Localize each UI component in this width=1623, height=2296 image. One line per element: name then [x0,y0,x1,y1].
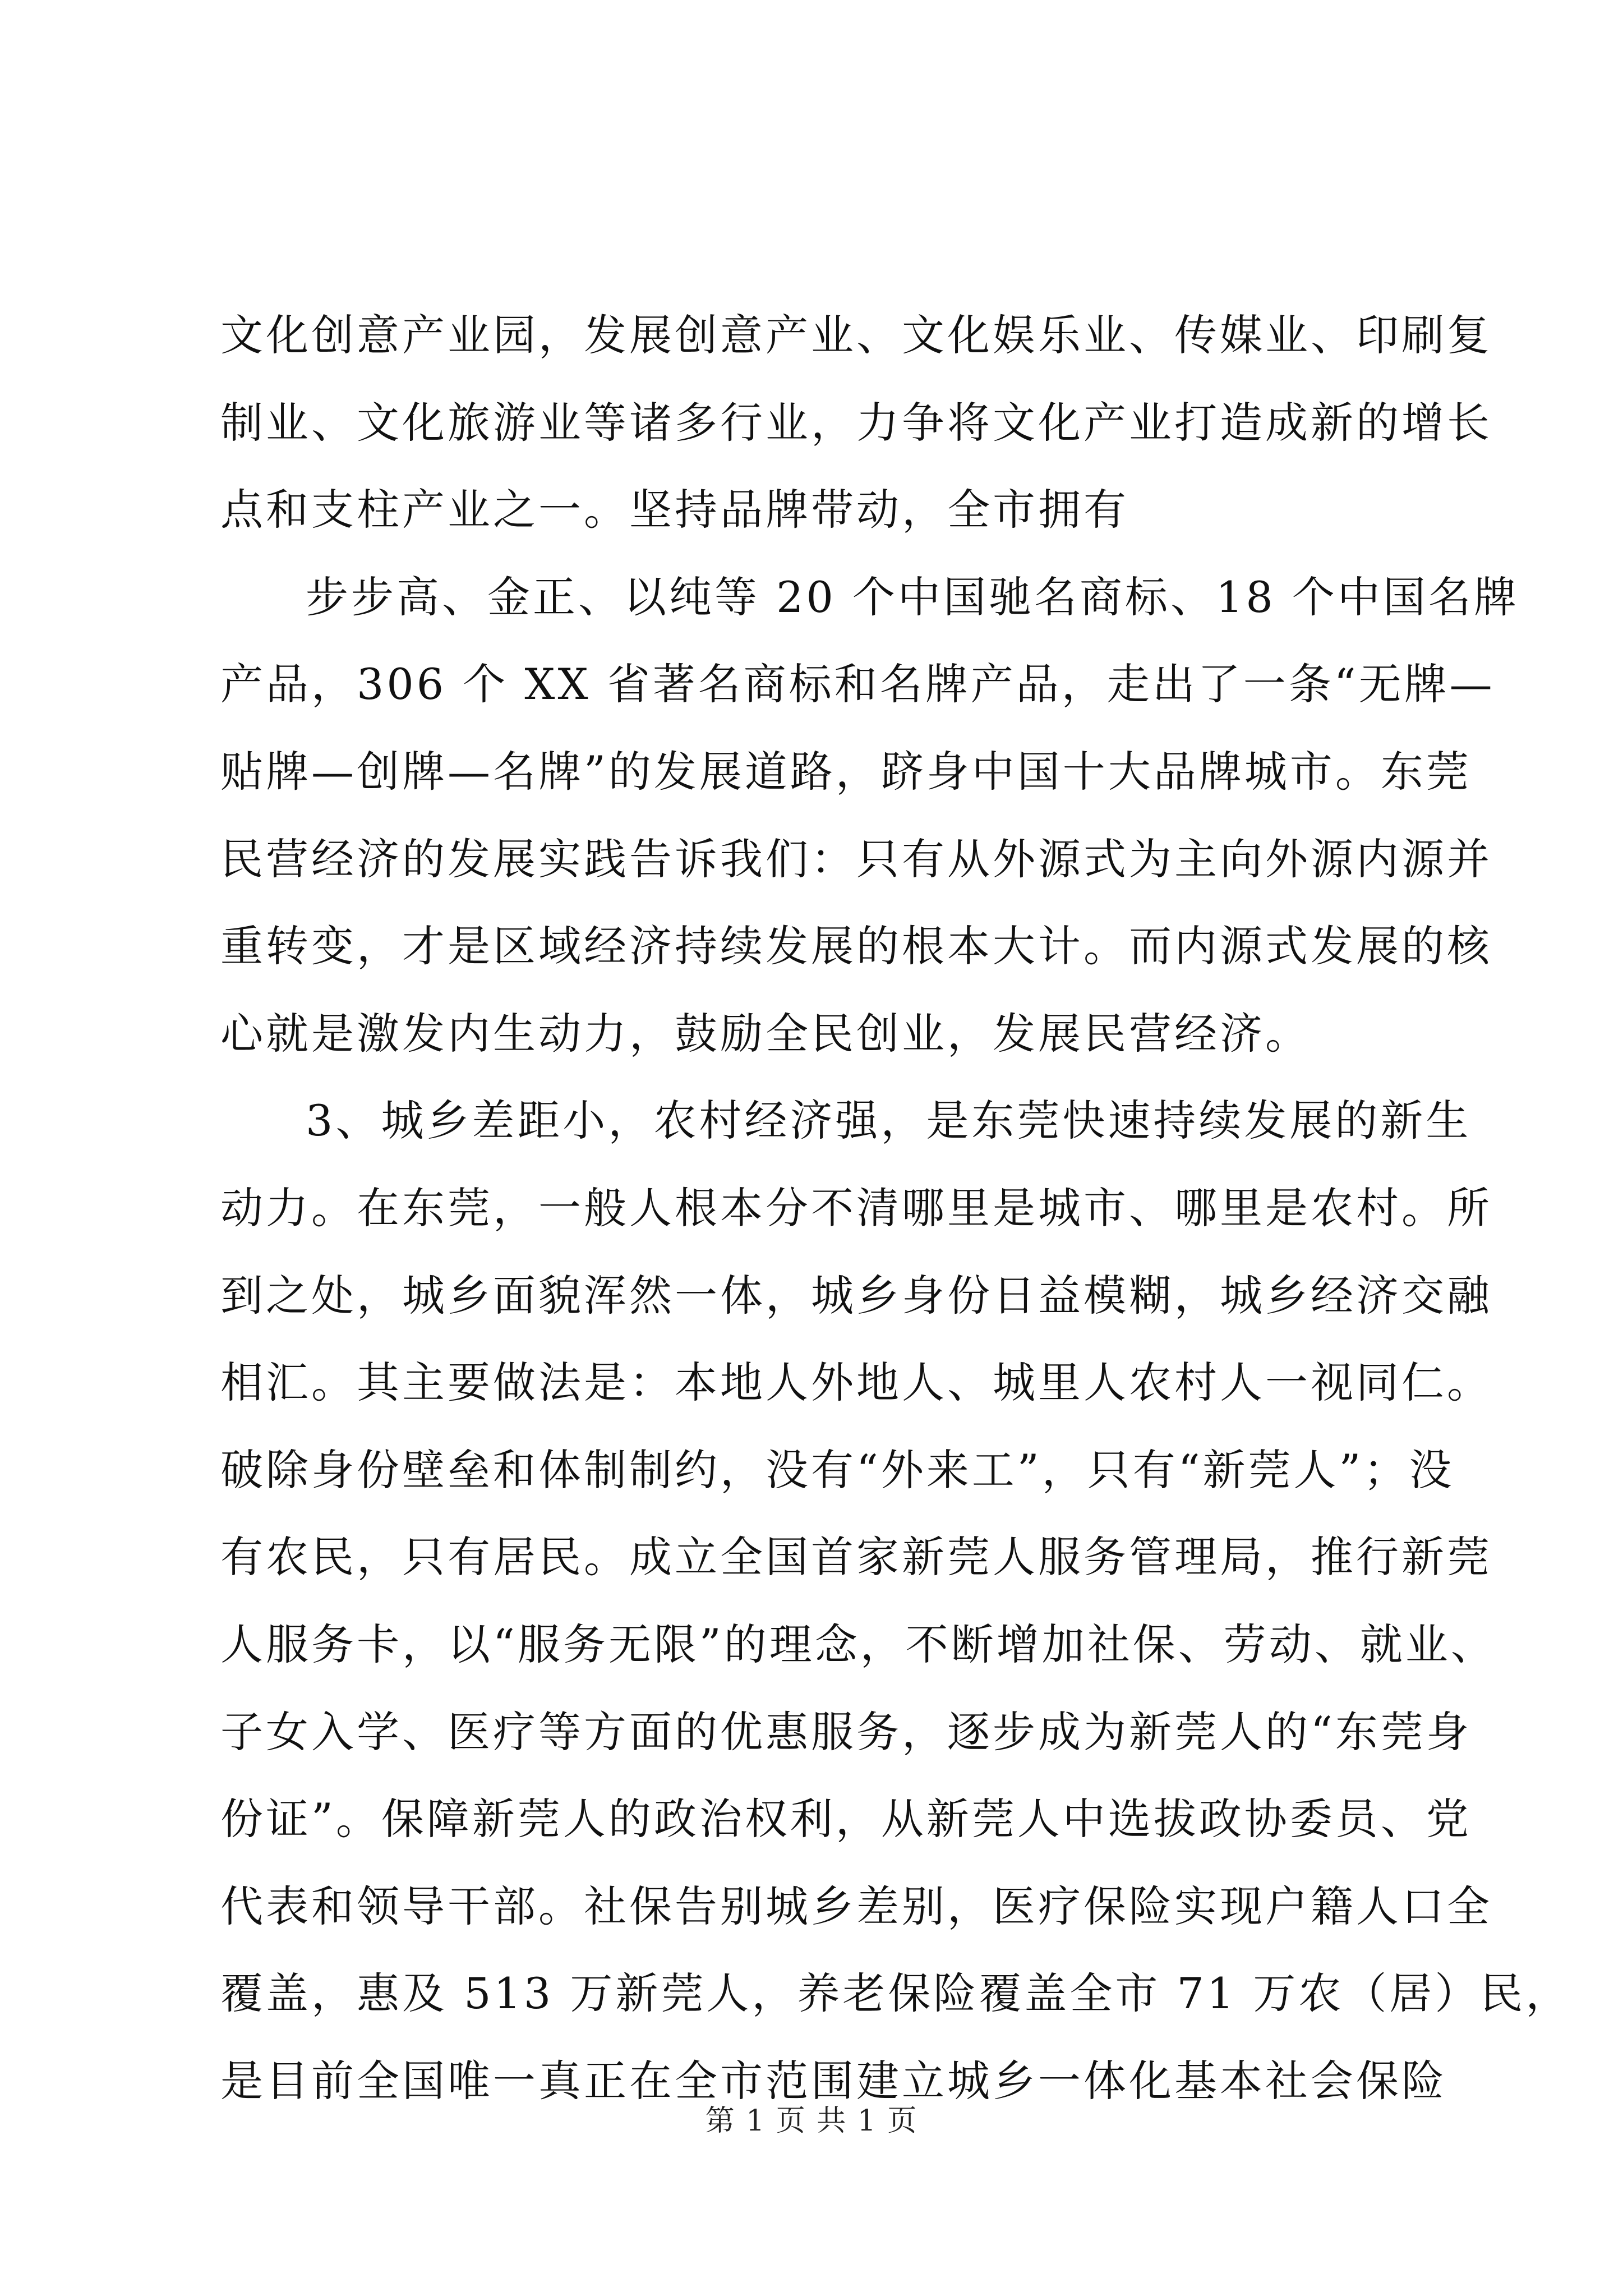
text-line: 3、城乡差距小，农村经济强，是东莞快速持续发展的新生 [306,1096,1472,1146]
text-line: 子女入学、医疗等方面的优惠服务，逐步成为新莞人的“东莞身 [220,1706,1472,1757]
text-line: 相汇。其主要做法是：本地人外地人、城里人农村人一视同仁。 [220,1358,1492,1408]
text-line: 产品，306 个 XX 省著名商标和名牌产品，走出了一条“无牌— [220,659,1495,710]
text-line: 步步高、金正、以纯等 20 个中国驰名商标、18 个中国名牌 [306,572,1519,622]
text-line: 份证”。保障新莞人的政治权利，从新莞人中选拔政协委员、党 [220,1794,1472,1844]
text-line: 重转变，才是区域经济持续发展的根本大计。而内源式发展的核 [220,921,1492,972]
text-line: 民营经济的发展实践告诉我们：只有从外源式为主向外源内源并 [220,834,1492,884]
text-line: 有农民，只有居民。成立全国首家新莞人服务管理局，推行新莞 [220,1532,1492,1582]
text-line: 动力。在东莞，一般人根本分不清哪里是城市、哪里是农村。所 [220,1182,1492,1233]
text-line: 破除身份壁垒和体制制约，没有“外来工”，只有“新莞人”；没 [220,1444,1455,1495]
text-line: 点和支柱产业之一。坚持品牌带动，全市拥有 [220,485,1129,535]
body-text [220,292,1571,2124]
text-line: 覆盖，惠及 513 万新莞人，养老保险覆盖全市 71 万农（居）民， [220,1968,1571,2019]
text-line: 是目前全国唯一真正在全市范围建立城乡一体化基本社会保险 [220,2055,1447,2106]
text-line: 文化创意产业园，发展创意产业、文化娱乐业、传媒业、印刷复 [220,310,1492,360]
page-footer: 第 1 页 共 1 页 [705,2104,918,2138]
text-line: 人服务卡，以“服务无限”的理念，不断增加社保、劳动、就业、 [220,1619,1496,1669]
text-line: 心就是激发内生动力，鼓励全民创业，发展民营经济。 [220,1008,1311,1059]
text-line: 制业、文化旅游业等诸多行业，力争将文化产业打造成新的增长 [220,397,1492,448]
text-line: 代表和领导干部。社保告别城乡差别，医疗保险实现户籍人口全 [220,1881,1492,1931]
text-line: 到之处，城乡面貌浑然一体，城乡身份日益模糊，城乡经济交融 [220,1270,1492,1320]
text-line: 贴牌—创牌—名牌”的发展道路，跻身中国十大品牌城市。东莞 [220,746,1472,797]
